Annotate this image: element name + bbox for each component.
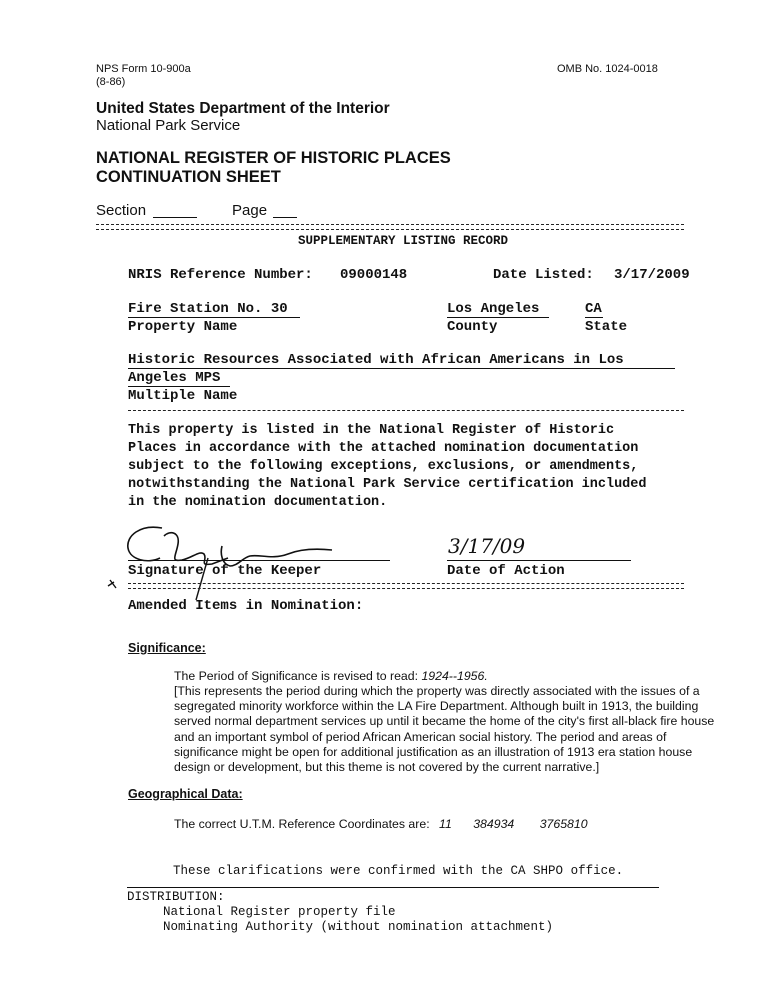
state-label: State (585, 319, 628, 335)
date-of-action-label: Date of Action (447, 563, 565, 579)
utm-easting: 384934 (473, 817, 515, 831)
utm-coordinates (174, 817, 588, 831)
multiple-name-line2: Angeles MPS (128, 370, 230, 387)
form-date: (8-86) (96, 76, 126, 88)
header-divider (96, 224, 684, 230)
section-label: Section (96, 202, 147, 219)
signature-label: Signature of the Keeper (128, 563, 322, 579)
multiple-name-label: Multiple Name (128, 388, 238, 404)
section-blank (153, 217, 197, 218)
property-name-value: Fire Station No. 30 (128, 301, 300, 318)
document-subtitle: CONTINUATION SHEET (96, 168, 281, 186)
period-of-significance (174, 669, 488, 683)
agency-name: National Park Service (96, 117, 241, 134)
county-value: Los Angeles (447, 301, 549, 318)
date-of-action-line (447, 560, 631, 561)
geographical-heading: Geographical Data: (128, 787, 243, 801)
significance-heading: Significance: (128, 641, 206, 655)
clarification-note: These clarifications were confirmed with the CA SHPO office. (173, 864, 624, 878)
property-name-label: Property Name (128, 319, 238, 335)
nris-label: NRIS Reference Number: (128, 267, 313, 283)
significance-paragraph: [This represents the period during which the property was directly associated with the issues of a segregated minority workforce within the LA Fire Department. Although built in 1913, the building served normal department services up until it became the home of the city's first all-black fire house and an important symbol of period African American social history. The period and areas of significance might be open for additional justification as an illustration of 1913 era station house design or development, but this theme is not covered by the current narrative.] (174, 684, 715, 775)
utm-zone: 11 (439, 817, 452, 831)
department-name: United States Department of the Interior (96, 100, 390, 117)
state-value: CA (585, 301, 602, 317)
utm-northing: 3765810 (539, 817, 588, 831)
page-label: Page (232, 202, 268, 219)
record-heading: SUPPLEMENTARY LISTING RECORD (298, 234, 509, 248)
distribution-divider (127, 887, 659, 888)
distribution-item: Nominating Authority (without nomination attachment) (163, 920, 554, 934)
date-listed-value: 3/17/2009 (614, 267, 690, 283)
date-listed-label: Date Listed: (493, 267, 594, 283)
period-value: 1924--1956. (421, 669, 488, 683)
distribution-item: National Register property file (163, 905, 396, 919)
document-title: NATIONAL REGISTER OF HISTORIC PLACES (96, 149, 451, 167)
signature-line (128, 560, 390, 561)
period-prefix: The Period of Significance is revised to read: (174, 669, 422, 683)
listing-statement: This property is listed in the National Register of Historic Places in accordance with the attached nomination documentation subject to the following exceptions, exclusions, or amendments, notwithstanding the National Park Service certification included in the nomination documentation. (128, 423, 647, 510)
amended-divider (128, 583, 684, 589)
omb-number: OMB No. 1024-0018 (557, 63, 658, 75)
form-number: NPS Form 10-900a (96, 63, 191, 75)
distribution-label: DISTRIBUTION: (127, 890, 225, 904)
nris-value: 09000148 (340, 267, 408, 283)
handwritten-date: 3/17/09 (448, 534, 526, 558)
multiple-name-line1: Historic Resources Associated with African Americans in Los (128, 352, 675, 369)
statement-divider (128, 410, 684, 411)
page-blank (273, 217, 297, 218)
county-label: County (447, 319, 498, 335)
amended-items-label: Amended Items in Nomination: (128, 598, 364, 614)
utm-prefix: The correct U.T.M. Reference Coordinates are: (174, 817, 434, 831)
